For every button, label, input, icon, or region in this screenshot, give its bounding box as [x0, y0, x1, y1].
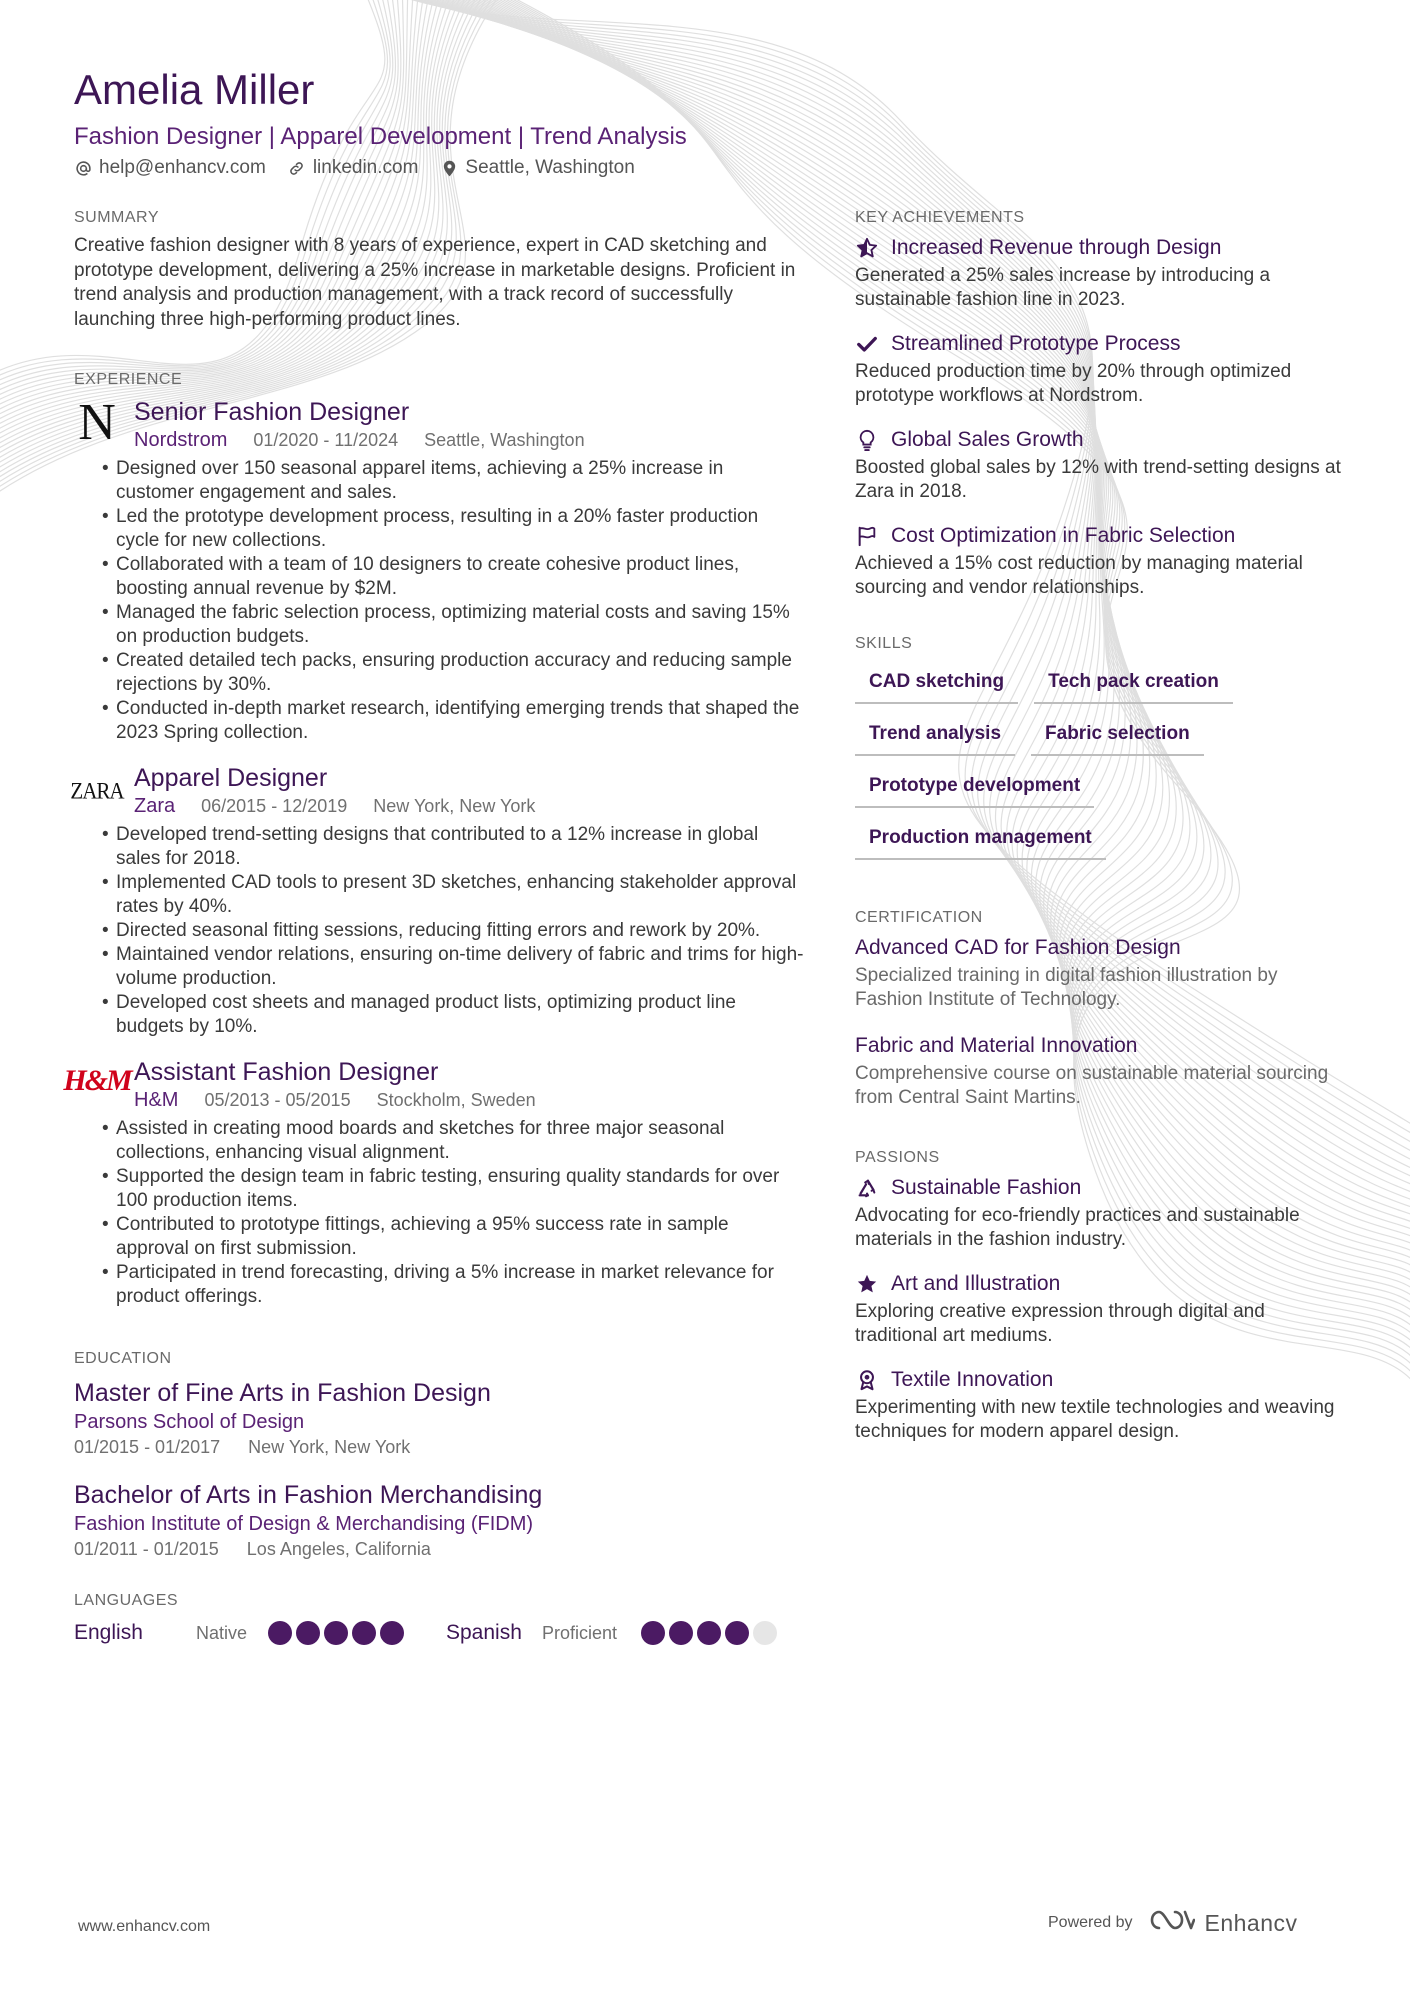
- certification-entry: [855, 1032, 1345, 1110]
- candidate-name: Amelia Miller: [74, 66, 315, 113]
- achievement-title: Streamlined Prototype Process: [891, 332, 1181, 355]
- skills-section: [855, 632, 1345, 860]
- certification-desc: Specialized training in digital fashion illustration by Fashion Institute of Technology.: [855, 965, 1278, 1010]
- education-dates: 01/2011 - 01/2015: [74, 1539, 219, 1559]
- nordstrom-logo: [74, 394, 120, 451]
- languages-section: [74, 1589, 804, 1645]
- education-entry: [74, 1479, 804, 1561]
- job-bullets: [88, 457, 804, 745]
- rating-dot-filled: [725, 1621, 749, 1645]
- job-bullets: [88, 823, 804, 1039]
- achievement-desc: Achieved a 15% cost reduction by managing material sourcing and vendor relationships.: [855, 553, 1303, 598]
- achievement-entry: [855, 426, 1345, 504]
- achievement-entry: [855, 234, 1345, 312]
- job-dates: 06/2015 - 12/2019: [201, 796, 348, 816]
- achievement-entry: [855, 522, 1345, 600]
- certification-entry: [855, 934, 1345, 1012]
- award-icon: [855, 1368, 879, 1392]
- job-bullet: • Developed trend-setting designs that contributed to a 12% increase in global sales for 2018.: [102, 823, 804, 871]
- recycle-icon: [855, 1176, 879, 1200]
- skill-tag: CAD sketching: [855, 666, 1018, 704]
- hm-logo-text: H&M: [63, 1064, 131, 1097]
- achievement-title: Cost Optimization in Fabric Selection: [891, 524, 1236, 547]
- lightbulb-icon: [855, 428, 879, 452]
- passions-heading: PASSIONS: [855, 1149, 940, 1166]
- achievement-desc: Generated a 25% sales increase by introducing a sustainable fashion line in 2023.: [855, 265, 1271, 310]
- skill-tag: Prototype development: [855, 770, 1094, 808]
- languages-heading: LANGUAGES: [74, 1592, 179, 1609]
- education-school: Fashion Institute of Design & Merchandising (FIDM): [74, 1513, 534, 1535]
- footer-website[interactable]: www.enhancv.com: [78, 1918, 211, 1935]
- job-bullet: • Maintained vendor relations, ensuring on-time delivery of fabric and trims for high-volume production.: [102, 943, 804, 991]
- skill-tag: Production management: [855, 822, 1106, 860]
- hm-logo: [63, 1058, 131, 1104]
- language-name: Spanish: [446, 1621, 522, 1644]
- achievement-entry: [855, 330, 1345, 408]
- zara-logo: [70, 768, 124, 814]
- job-meta: [134, 794, 804, 818]
- job-entry: [70, 762, 804, 1039]
- education-location: New York, New York: [248, 1437, 411, 1457]
- skill-tag: Fabric selection: [1031, 718, 1204, 756]
- contact-location-text: Seattle, Washington: [465, 157, 635, 178]
- nordstrom-logo-text: N: [78, 394, 116, 451]
- job-bullet: • Assisted in creating mood boards and sketches for three major seasonal collections, enhancing visual alignment.: [102, 1117, 804, 1165]
- achievement-title: Increased Revenue through Design: [891, 236, 1222, 259]
- passion-title: Textile Innovation: [891, 1368, 1054, 1391]
- job-company: Nordstrom: [134, 429, 228, 451]
- achievements-heading: KEY ACHIEVEMENTS: [855, 209, 1025, 226]
- language-entry: [446, 1621, 777, 1645]
- education-entry: [74, 1377, 804, 1459]
- experience-section: [63, 368, 804, 1309]
- passion-desc: Experimenting with new textile technologies and weaving techniques for modern apparel design.: [855, 1397, 1335, 1442]
- job-bullet: • Directed seasonal fitting sessions, reducing fitting errors and rework by 20%.: [102, 919, 804, 943]
- star-half-icon: [855, 236, 879, 260]
- contact-location: [440, 155, 634, 181]
- language-level: Native: [196, 1622, 248, 1643]
- job-company: Zara: [134, 795, 176, 817]
- job-bullet: • Collaborated with a team of 10 designers to create cohesive product lines, boosting annual revenue by $2M.: [102, 553, 804, 601]
- rating-dot-filled: [268, 1621, 292, 1645]
- rating-dot-filled: [697, 1621, 721, 1645]
- job-dates: 05/2013 - 05/2015: [204, 1090, 351, 1110]
- job-role: Senior Fashion Designer: [134, 398, 410, 426]
- achievements-section: [855, 206, 1345, 600]
- skills-heading: SKILLS: [855, 635, 913, 652]
- passion-entry: [855, 1174, 1345, 1252]
- location-pin-icon: [440, 159, 458, 177]
- skill-tag: Trend analysis: [855, 718, 1015, 756]
- job-entry: [74, 396, 804, 745]
- education-meta: [74, 1435, 804, 1459]
- footer-branding: [1048, 1908, 1298, 1938]
- job-location: Stockholm, Sweden: [376, 1090, 536, 1110]
- achievement-desc: Reduced production time by 20% through optimized prototype workflows at Nordstrom.: [855, 361, 1292, 406]
- rating-dot-filled: [380, 1621, 404, 1645]
- education-degree: Master of Fine Arts in Fashion Design: [74, 1379, 491, 1407]
- job-meta: [134, 1088, 804, 1112]
- job-meta: [134, 428, 804, 452]
- job-entry: [63, 1056, 804, 1309]
- job-location: Seattle, Washington: [424, 430, 585, 450]
- enhancv-brand-text: Enhancv: [1204, 1909, 1298, 1936]
- job-bullet: • Supported the design team in fabric testing, ensuring quality standards for over 100 production items.: [102, 1165, 804, 1213]
- rating-dot-filled: [669, 1621, 693, 1645]
- achievement-title: Global Sales Growth: [891, 428, 1084, 451]
- certification-title: Fabric and Material Innovation: [855, 1034, 1138, 1057]
- language-entry: [74, 1621, 404, 1645]
- enhancv-brand[interactable]: [1149, 1908, 1298, 1938]
- education-degree: Bachelor of Arts in Fashion Merchandising: [74, 1481, 543, 1509]
- rating-dot-filled: [296, 1621, 320, 1645]
- language-rating: [268, 1621, 404, 1645]
- passion-title: Art and Illustration: [891, 1272, 1061, 1295]
- check-icon: [855, 332, 879, 356]
- job-dates: 01/2020 - 11/2024: [253, 430, 399, 450]
- summary-heading: SUMMARY: [74, 209, 159, 226]
- education-meta: [74, 1537, 804, 1561]
- skill-tag: Tech pack creation: [1034, 666, 1233, 704]
- passion-desc: Advocating for eco-friendly practices and sustainable materials in the fashion industry.: [855, 1205, 1300, 1250]
- certification-heading: CERTIFICATION: [855, 909, 983, 926]
- education-location: Los Angeles, California: [246, 1539, 431, 1559]
- rating-dot-filled: [324, 1621, 348, 1645]
- job-role: Apparel Designer: [134, 764, 328, 792]
- education-school: Parsons School of Design: [74, 1411, 305, 1433]
- job-bullet: • Designed over 150 seasonal apparel items, achieving a 25% increase in customer engagement and sales.: [102, 457, 804, 505]
- powered-by-text: Powered by: [1048, 1914, 1133, 1931]
- rating-dot-filled: [641, 1621, 665, 1645]
- certification-desc: Comprehensive course on sustainable material sourcing from Central Saint Martins.: [855, 1063, 1329, 1108]
- at-icon: [74, 159, 92, 177]
- job-bullet: • Managed the fabric selection process, optimizing material costs and saving 15% on production budgets.: [102, 601, 804, 649]
- rating-dot-filled: [352, 1621, 376, 1645]
- job-bullet: • Participated in trend forecasting, driving a 5% increase in market relevance for product offerings.: [102, 1261, 804, 1309]
- passion-desc: Exploring creative expression through digital and traditional art mediums.: [855, 1301, 1265, 1346]
- right-column: [855, 206, 1345, 1462]
- education-heading: EDUCATION: [74, 1350, 172, 1367]
- job-bullet: • Led the prototype development process, resulting in a 20% faster production cycle for new collections.: [102, 505, 804, 553]
- job-bullet: • Contributed to prototype fittings, achieving a 95% success rate in sample approval on first submission.: [102, 1213, 804, 1261]
- enhancv-logo-icon: [1149, 1908, 1195, 1938]
- contact-email[interactable]: [74, 155, 266, 181]
- contact-row: [74, 155, 1174, 181]
- languages-row: [74, 1621, 804, 1645]
- passion-entry: [855, 1366, 1345, 1444]
- contact-email-text: help@enhancv.com: [99, 157, 266, 178]
- summary-section: [74, 206, 804, 332]
- experience-heading: EXPERIENCE: [74, 371, 183, 388]
- language-level: Proficient: [542, 1622, 618, 1643]
- job-company: H&M: [134, 1089, 179, 1111]
- contact-linkedin[interactable]: [288, 155, 419, 181]
- rating-dot-empty: [753, 1621, 777, 1645]
- zara-logo-text: ZARA: [70, 777, 124, 804]
- job-location: New York, New York: [373, 796, 536, 816]
- education-section: [74, 1347, 804, 1561]
- resume-header: [74, 62, 1174, 181]
- language-rating: [641, 1621, 777, 1645]
- contact-linkedin-text: linkedin.com: [312, 157, 419, 178]
- certification-title: Advanced CAD for Fashion Design: [855, 936, 1181, 959]
- education-dates: 01/2015 - 01/2017: [74, 1437, 221, 1457]
- star-icon: [855, 1272, 879, 1296]
- job-bullets: [88, 1117, 804, 1309]
- candidate-title: Fashion Designer | Apparel Development | Trend Analysis: [74, 123, 687, 150]
- passions-section: [855, 1146, 1345, 1444]
- summary-text: Creative fashion designer with 8 years of experience, expert in CAD sketching and prototype development, delivering a 25% increase in marketable designs. Proficient in trend analysis and production management, with a track record of successfully launching three high-performing product lines.: [74, 235, 796, 330]
- job-bullet: • Implemented CAD tools to present 3D sketches, enhancing stakeholder approval rates by 40%.: [102, 871, 804, 919]
- language-name: English: [74, 1621, 143, 1644]
- achievement-desc: Boosted global sales by 12% with trend-setting designs at Zara in 2018.: [855, 457, 1341, 502]
- job-bullet: • Created detailed tech packs, ensuring production accuracy and reducing sample rejections by 30%.: [102, 649, 804, 697]
- job-bullet: • Conducted in-depth market research, identifying emerging trends that shaped the 2023 Spring collection.: [102, 697, 804, 745]
- skills-list: [855, 666, 1315, 860]
- flag-icon: [855, 524, 879, 548]
- link-icon: [288, 159, 306, 177]
- job-role: Assistant Fashion Designer: [134, 1058, 439, 1086]
- job-bullet: • Developed cost sheets and managed product lists, optimizing product line budgets by 10%.: [102, 991, 804, 1039]
- left-column: [63, 206, 804, 1645]
- certification-section: [855, 906, 1345, 1110]
- passion-title: Sustainable Fashion: [891, 1176, 1082, 1199]
- passion-entry: [855, 1270, 1345, 1348]
